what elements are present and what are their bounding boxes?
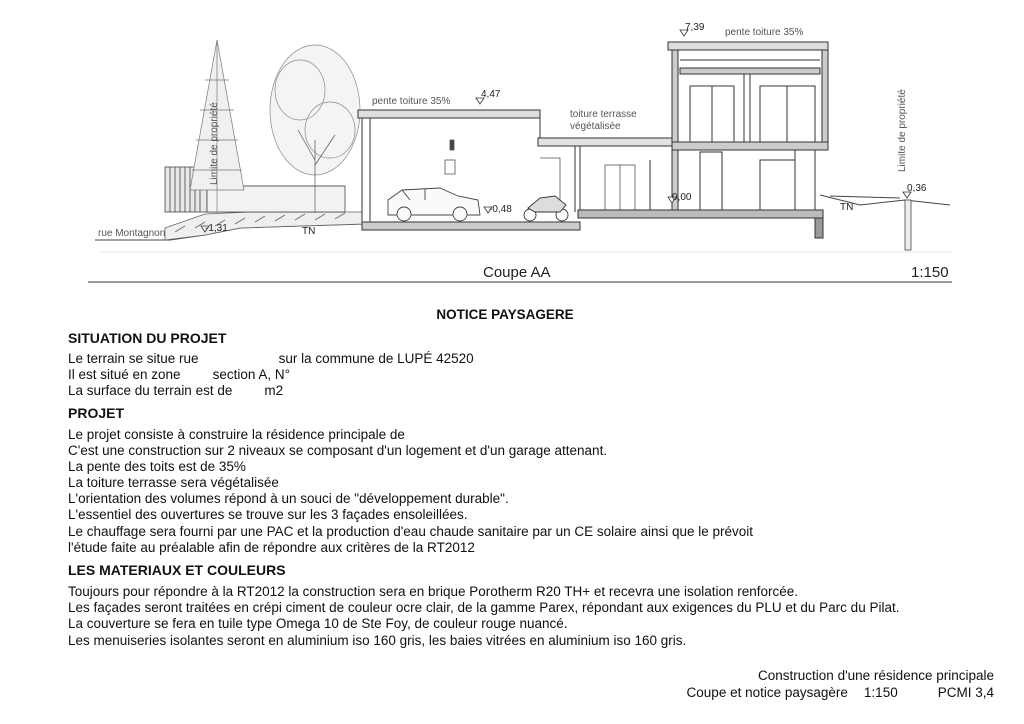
drawing-scale: 1:150 xyxy=(911,264,949,281)
projet-line-8: l'étude faite au préalable afin de répondre aux critères de la RT2012 xyxy=(68,540,475,555)
projet-heading: PROJET xyxy=(68,405,125,421)
situation-line-1: Le terrain se situe rue sur la commune de LUPÉ 42520 xyxy=(68,351,474,366)
limite-propriete-right-label: Limite de propriété xyxy=(897,89,908,172)
materiaux-line-3: La couverture se fera en tuile type Omega 10 de Ste Foy, de couleur rouge nuancé. xyxy=(68,616,568,631)
materiaux-line-2: Les façades seront traitées en crépi ciment de couleur ocre clair, de la gamme Parex, répondant aux exigences du PLU et du Parc du Pilat. xyxy=(68,600,900,615)
footer-sheet-info: Coupe et notice paysagère 1:150 PCMI 3,4 xyxy=(686,685,994,700)
situation-heading: SITUATION DU PROJET xyxy=(68,330,227,346)
motorbike xyxy=(524,196,568,221)
projet-line-5: L'orientation des volumes répond à un souci de "développement durable". xyxy=(68,491,509,506)
projet-line-2: C'est une construction sur 2 niveaux se composant d'un logement et d'un garage attenant. xyxy=(68,443,608,458)
notice-title: NOTICE PAYSAGERE xyxy=(436,307,574,322)
pente-right-label: pente toiture 35% xyxy=(725,27,804,38)
projet-line-4: La toiture terrasse sera végétalisée xyxy=(68,475,279,490)
elevation-739-label: 7,39 xyxy=(685,22,705,33)
toiture-terrasse-label-1: toiture terrasse xyxy=(570,109,637,120)
elevation-garage-label: -0,48 xyxy=(489,204,512,215)
situation-line-3: La surface du terrain est de m2 xyxy=(68,383,284,398)
projet-line-6: L'essentiel des ouvertures se trouve sur les 3 façades ensoleillées. xyxy=(68,507,468,522)
tn-left-label: TN xyxy=(302,226,316,237)
left-embankment xyxy=(165,212,362,240)
elevation-036-label: 0,36 xyxy=(907,183,927,194)
right-boundary xyxy=(905,200,911,250)
elevation-447-label: 4,47 xyxy=(481,89,501,100)
floor-slab xyxy=(578,210,823,238)
elevation-000-label: 0,00 xyxy=(672,192,692,203)
projet-line-3: La pente des toits est de 35% xyxy=(68,459,246,474)
situation-line-2: Il est situé en zone section A, N° xyxy=(68,367,291,382)
section-drawing xyxy=(0,0,1024,300)
upper-volume xyxy=(650,42,828,210)
drawing-title: Coupe AA xyxy=(483,264,551,281)
footer-project-name: Construction d'une résidence principale xyxy=(758,668,994,683)
toiture-terrasse-label-2: végétalisée xyxy=(570,121,621,132)
rue-label: rue Montagnon xyxy=(98,228,166,239)
pente-left-label: pente toiture 35% xyxy=(372,96,451,107)
projet-line-1: Le projet consiste à construire la résidence principale de xyxy=(68,427,405,442)
elevation-rue-label: -1,31 xyxy=(205,223,228,234)
projet-line-7: Le chauffage sera fourni par une PAC et la production d'eau chaude sanitaire par un CE solaire ainsi que le prévoit xyxy=(68,524,754,539)
materiaux-heading: LES MATERIAUX ET COULEURS xyxy=(68,562,286,578)
footer-block xyxy=(687,667,994,701)
tn-right-label: TN xyxy=(840,202,854,213)
limite-propriete-left-label: Limite de propriété xyxy=(209,102,220,185)
car xyxy=(388,188,480,221)
materiaux-line-4: Les menuiseries isolantes seront en aluminium iso 160 gris, les baies vitrées en aluminium iso 160 gris. xyxy=(68,633,687,648)
materiaux-line-1: Toujours pour répondre à la RT2012 la construction sera en brique Porotherm R20 TH+ et recevra une isolation renforcée. xyxy=(68,584,799,599)
